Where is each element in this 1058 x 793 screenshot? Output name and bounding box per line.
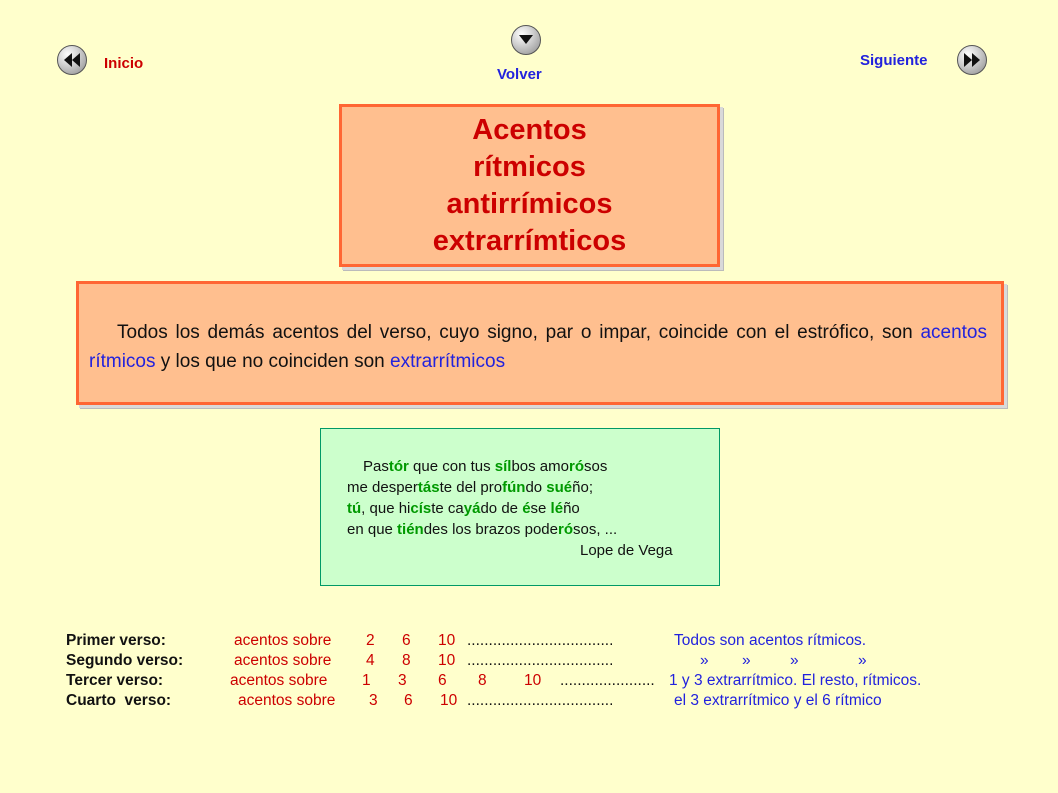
poem-box [320, 428, 720, 586]
title-line: extrarrímticos [432, 224, 627, 257]
poem-line-3 [347, 498, 580, 519]
accents-prefix: acentos sobre [234, 632, 332, 649]
title-box [339, 104, 720, 267]
ditto-mark: » [790, 652, 799, 669]
leader-dots: .................................. [467, 632, 614, 649]
verse-text: se [530, 500, 551, 517]
stressed-syllable: ró [557, 521, 573, 538]
leader-dots: .................................. [467, 692, 614, 709]
verse-result: el 3 extrarrítmico y el 6 rítmico [674, 692, 882, 709]
poem-line-4 [347, 519, 617, 540]
back-button[interactable] [511, 25, 541, 55]
verse-text: , que hi [361, 500, 411, 517]
verse-text: Pas [363, 458, 389, 475]
accent-number: 6 [402, 632, 411, 649]
term-ritmicos: acentos rítmicos [89, 322, 987, 372]
definition-part: Todos los demás acentos del verso, cuyo signo, par o impar, coincide con el estrófico, son [117, 322, 921, 343]
accents-prefix: acentos sobre [230, 672, 328, 689]
fast-forward-icon [963, 53, 981, 67]
accent-number: 3 [369, 692, 378, 709]
analysis-row-3 [66, 671, 1046, 691]
accent-number: 3 [398, 672, 407, 689]
accent-number: 8 [478, 672, 487, 689]
title-line: rítmicos [473, 150, 586, 183]
title-line: Acentos [472, 113, 587, 146]
accents-prefix: acentos sobre [238, 692, 336, 709]
accent-number: 10 [524, 672, 542, 689]
stressed-syllable: tás [417, 479, 440, 496]
verse-text: te ca [431, 500, 464, 517]
verse-text: do de [480, 500, 523, 517]
home-link[interactable]: Inicio [104, 55, 144, 72]
home-button[interactable] [57, 45, 87, 75]
verse-text: sos, ... [572, 521, 618, 538]
next-link[interactable]: Siguiente [860, 52, 928, 69]
verse-label: Tercer verso: [66, 672, 164, 689]
accent-number: 10 [438, 652, 456, 669]
analysis-list [66, 631, 1046, 711]
accent-number: 8 [402, 652, 411, 669]
stressed-syllable: tién [397, 521, 424, 538]
verse-text: en que [347, 521, 398, 538]
analysis-row-1 [66, 631, 1046, 651]
term-extrarritmicos: extrarrítmicos [390, 351, 506, 372]
accent-number: 4 [366, 652, 375, 669]
stressed-syllable: fún [502, 479, 526, 496]
next-button[interactable] [957, 45, 987, 75]
poem-line-2 [347, 477, 593, 498]
stressed-syllable: tór [388, 458, 409, 475]
verse-text: ño [563, 500, 580, 517]
accent-number: 10 [438, 632, 456, 649]
verse-text: des los brazos pode [423, 521, 558, 538]
stressed-syllable: lé [550, 500, 564, 517]
verse-text: te del pro [439, 479, 503, 496]
stressed-syllable: ró [569, 458, 584, 475]
down-triangle-icon [519, 35, 533, 45]
stressed-syllable: cís [410, 500, 432, 517]
accent-number: 6 [404, 692, 413, 709]
poem-line-1 [363, 456, 607, 477]
verse-label: Segundo verso: [66, 652, 184, 669]
verse-text: me desper [347, 479, 418, 496]
accent-number: 2 [366, 632, 375, 649]
rewind-icon [63, 53, 81, 67]
verse-text: do [525, 479, 547, 496]
stressed-syllable: sué [546, 479, 573, 496]
ditto-mark: » [700, 652, 709, 669]
stressed-syllable: é [522, 500, 531, 517]
title-line: antirrímicos [446, 187, 613, 220]
leader-dots: .................................. [467, 652, 614, 669]
verse-text: que con tus [408, 458, 495, 475]
accent-number: 1 [362, 672, 371, 689]
analysis-row-4 [66, 691, 1046, 711]
definition-box [76, 281, 1004, 405]
accents-prefix: acentos sobre [234, 652, 332, 669]
page-title [433, 112, 626, 260]
ditto-mark: » [858, 652, 867, 669]
definition-part: y los que no coinciden son [155, 351, 390, 372]
accent-number: 10 [440, 692, 458, 709]
stressed-syllable: yá [463, 500, 481, 517]
poem-author: Lope de Vega [580, 542, 673, 559]
stressed-syllable: síl [494, 458, 512, 475]
ditto-mark: » [742, 652, 751, 669]
definition-text [89, 318, 987, 376]
verse-label: Cuarto verso: [66, 692, 172, 709]
analysis-row-2 [66, 651, 1046, 671]
verse-text: sos [584, 458, 608, 475]
accent-number: 6 [438, 672, 447, 689]
verse-label: Primer verso: [66, 632, 166, 649]
verse-text: ño; [572, 479, 594, 496]
verse-text: bos amo [511, 458, 569, 475]
verse-result: Todos son acentos rítmicos. [674, 632, 867, 649]
stressed-syllable: tú [347, 500, 362, 517]
leader-dots: ...................... [560, 672, 655, 689]
back-link[interactable]: Volver [497, 66, 542, 83]
verse-result: 1 y 3 extrarrítmico. El resto, rítmicos. [669, 672, 922, 689]
